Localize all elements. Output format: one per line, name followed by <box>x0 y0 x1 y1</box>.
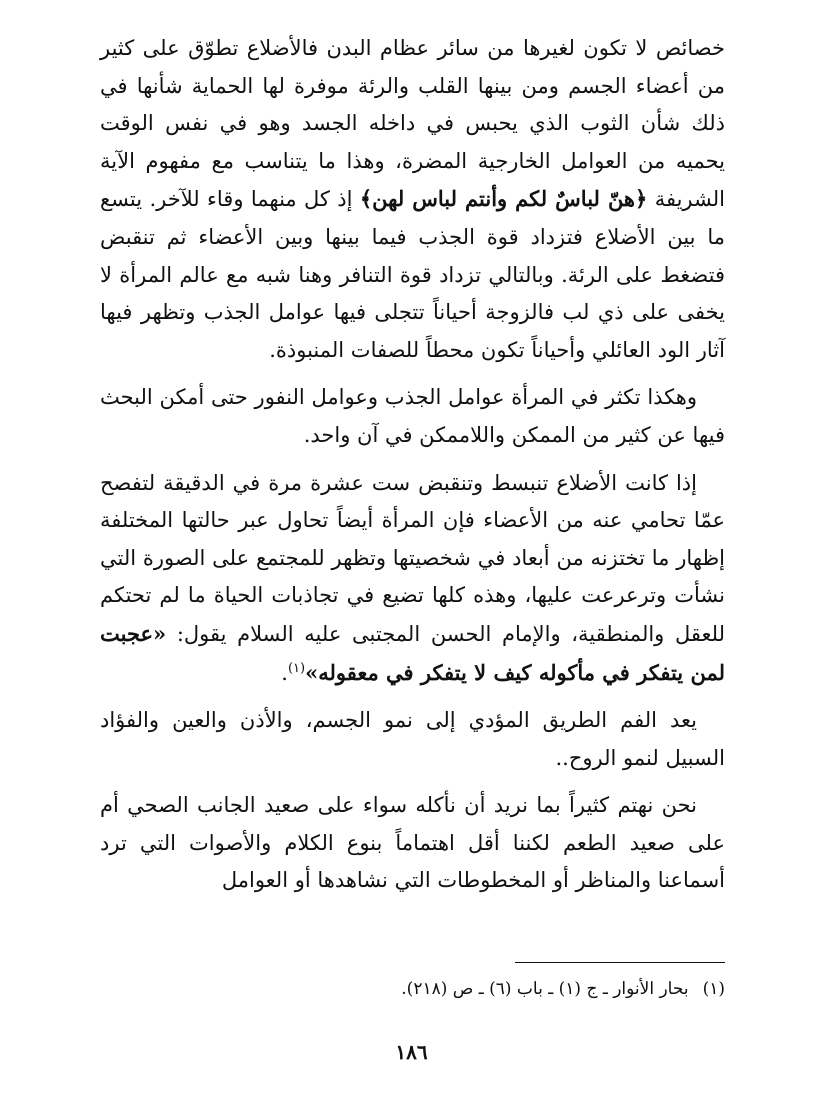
footnote-text: بحار الأنوار ـ ج (١) ـ باب (٦) ـ ص (٢١٨). <box>401 979 689 999</box>
paragraph-2 <box>100 379 725 454</box>
paragraph-1-text-before: خصائص لا تكون لغيرها من سائر عظام البدن فالأضلاع تطوّق على كثير من أعضاء الجسم ومن بينها القلب والرئة موفرة لها الحماية شأنها في ذلك شأن الثوب الذي يحبس في داخله الجسد وهو في نفس الوقت يحميه من العوامل الخارجية المضرة، وهذا ما يتناسب مع مفهوم الآية الشريفة <box>100 36 725 212</box>
page-body <box>100 30 725 900</box>
paragraph-3-text-after: . <box>281 660 288 685</box>
paragraph-3-text-middle: يقول: <box>166 621 238 646</box>
footnote-divider <box>515 962 725 963</box>
footnote-number: (١) <box>702 979 725 999</box>
paragraph-2-text: وهكذا تكثر في المرأة عوامل الجذب وعوامل النفور حتى أمكن البحث فيها عن كثير من الممكن واللاممكن في آن واحد. <box>100 385 725 447</box>
page-number: ١٨٦ <box>395 1040 428 1064</box>
footnote-marker[interactable]: (١) <box>287 660 306 676</box>
footnote <box>100 976 725 1002</box>
paragraph-5-text: نحن نهتم كثيراً بما نريد أن نأكله سواء على صعيد الجانب الصحي أم على صعيد الطعم لكننا أقل اهتماماً بنوع الكلام والأصوات التي ترد أسماعنا والمناظر أو المخطوطات التي نشاهدها أو العوامل <box>100 793 725 893</box>
honorific-glyph: عليه السلام <box>237 621 342 646</box>
paragraph-4-text: يعد الفم الطريق المؤدي إلى نمو الجسم، والأذن والعين والفؤاد السبيل لنمو الروح.. <box>100 708 725 770</box>
quran-verse: ﴿هنّ لباسٌ لكم وأنتم لباس لهن﴾ <box>359 186 648 212</box>
paragraph-3 <box>100 465 725 693</box>
paragraph-3-text-before: إذا كانت الأضلاع تنبسط وتنقبض ست عشرة مرة في الدقيقة لتفصح عمّا تحامي عنه من الأعضاء فإن المرأة أيضاً تحاول عبر حالتها المختلفة إظهار ما تختزنه من أبعاد في شخصيتها وتظهر للمجتمع على الصورة التي نشأت وترعرعت عليها، وهذه كلها تضيع في تجاذبات الحياة ما لم تحتكم للعقل والمنطقية، والإمام الحسن المجتبى <box>100 470 725 646</box>
paragraph-1 <box>100 30 725 369</box>
paragraph-4 <box>100 702 725 777</box>
paragraph-5 <box>100 787 725 900</box>
paragraph-1-text-after: إذ كل منهما وقاء للآخر. يتسع ما بين الأضلاع فتزداد قوة الجذب فيما بينها وبين الأعضاء ثم تنقبض فتضغط على الرئة. وبالتالي تزداد قوة التنافر وهنا شبه مع عالم المرأة لا يخفى على ذي لب فالزوجة أحياناً تتجلى فيها عوامل الجذب وتظهر فيها آثار الود العائلي وأحياناً تكون محطاً للصفات المنبوذة. <box>100 187 725 362</box>
hadith-quote: «عجبت لمن يتفكر في مأكوله كيف لا يتفكر في معقوله» <box>100 620 725 685</box>
